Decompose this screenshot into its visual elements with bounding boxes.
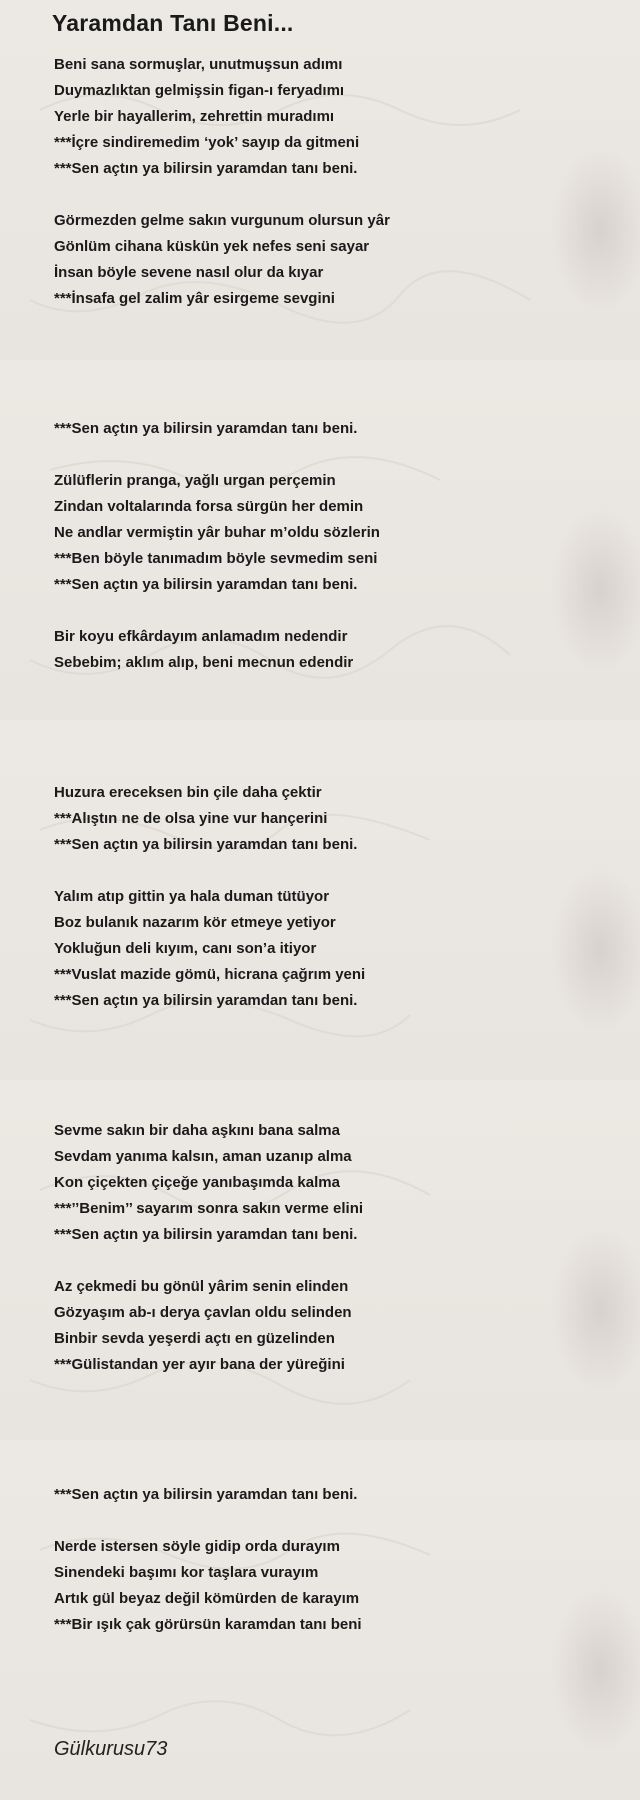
poem-line: Ne andlar vermiştin yâr buhar m’oldu sözlerin xyxy=(54,524,380,541)
poem-line: Artık gül beyaz değil kömürden de karayım xyxy=(54,1590,360,1607)
poem-line: Zindan voltalarında forsa sürgün her demin xyxy=(54,498,364,515)
stanza xyxy=(54,416,614,442)
poem-line: Yalım atıp gittin ya hala duman tütüyor xyxy=(54,888,330,905)
poem-line: ***’’Benim’’ sayarım sonra sakın verme elini xyxy=(54,1200,364,1217)
poem-line: Az çekmedi bu gönül yârim senin elinden xyxy=(54,1278,349,1295)
poem-line: ***Sen açtın ya bilirsin yaramdan tanı beni. xyxy=(54,836,358,853)
poem-line: Yerle bir hayallerim, zehrettin muradımı xyxy=(54,108,335,125)
stanza xyxy=(54,624,614,676)
poem-line: Görmezden gelme sakın vurgunum olursun yâr xyxy=(54,212,390,229)
poem-line: İnsan böyle sevene nasıl olur da kıyar xyxy=(54,264,324,281)
poem-line: Gözyaşım ab-ı derya çavlan oldu selinden xyxy=(54,1304,352,1321)
poem-line: ***Sen açtın ya bilirsin yaramdan tanı beni. xyxy=(54,992,358,1009)
poem-body xyxy=(54,52,614,1638)
poem-line: Sinendeki başımı kor taşlara vurayım xyxy=(54,1564,319,1581)
poem-line: Boz bulanık nazarım kör etmeye yetiyor xyxy=(54,914,336,931)
poem-line: ***Sen açtın ya bilirsin yaramdan tanı beni. xyxy=(54,576,358,593)
poem-line: Binbir sevda yeşerdi açtı en güzelinden xyxy=(54,1330,335,1347)
poem-line: ***İçre sindiremedim ‘yok’ sayıp da gitmeni xyxy=(54,134,360,151)
poem-line: ***Alıştın ne de olsa yine vur hançerini xyxy=(54,810,328,827)
poem-line: Nerde istersen söyle gidip orda durayım xyxy=(54,1538,340,1555)
stanza xyxy=(54,468,614,598)
poem-line: Zülüflerin pranga, yağlı urgan perçemin xyxy=(54,472,336,489)
poem-line: Gönlüm cihana küskün yek nefes seni sayar xyxy=(54,238,370,255)
stanza xyxy=(54,1534,614,1638)
poem-line: Huzura ereceksen bin çile daha çektir xyxy=(54,784,322,801)
stanza xyxy=(54,1118,614,1248)
poem-line: Yokluğun deli kıyım, canı son’a itiyor xyxy=(54,940,317,957)
poem-line: ***Vuslat mazide gömü, hicrana çağrım yeni xyxy=(54,966,366,983)
poem-line: ***Bir ışık çak görürsün karamdan tanı beni xyxy=(54,1616,362,1633)
stanza xyxy=(54,208,614,312)
stanza xyxy=(54,1482,614,1508)
stanza xyxy=(54,780,614,858)
poem-line: Bir koyu efkârdayım anlamadım nedendir xyxy=(54,628,348,645)
poem-line: ***Sen açtın ya bilirsin yaramdan tanı beni. xyxy=(54,1226,358,1243)
poem-line: ***İnsafa gel zalim yâr esirgeme sevgini xyxy=(54,290,335,307)
poem-author: Gülkurusu73 xyxy=(54,1738,168,1760)
poem-line: Sevdam yanıma kalsın, aman uzanıp alma xyxy=(54,1148,352,1165)
poem-line: ***Sen açtın ya bilirsin yaramdan tanı beni. xyxy=(54,160,358,177)
poem-line: ***Gülistandan yer ayır bana der yüreğini xyxy=(54,1356,345,1373)
poem-line: ***Sen açtın ya bilirsin yaramdan tanı beni. xyxy=(54,1486,358,1503)
poem-line: Sebebim; aklım alıp, beni mecnun edendir xyxy=(54,654,354,671)
poem-line: ***Sen açtın ya bilirsin yaramdan tanı beni. xyxy=(54,420,358,437)
poem-title: Yaramdan Tanı Beni... xyxy=(52,10,294,36)
poem-line: Beni sana sormuşlar, unutmuşsun adımı xyxy=(54,56,343,73)
poem-line: Duymazlıktan gelmişsin figan-ı feryadımı xyxy=(54,82,345,99)
poem-line: ***Ben böyle tanımadım böyle sevmedim seni xyxy=(54,550,378,567)
stanza xyxy=(54,884,614,1014)
poem-line: Sevme sakın bir daha aşkını bana salma xyxy=(54,1122,340,1139)
stanza xyxy=(54,1274,614,1378)
stanza xyxy=(54,52,614,182)
poem-line: Kon çiçekten çiçeğe yanıbaşımda kalma xyxy=(54,1174,340,1191)
